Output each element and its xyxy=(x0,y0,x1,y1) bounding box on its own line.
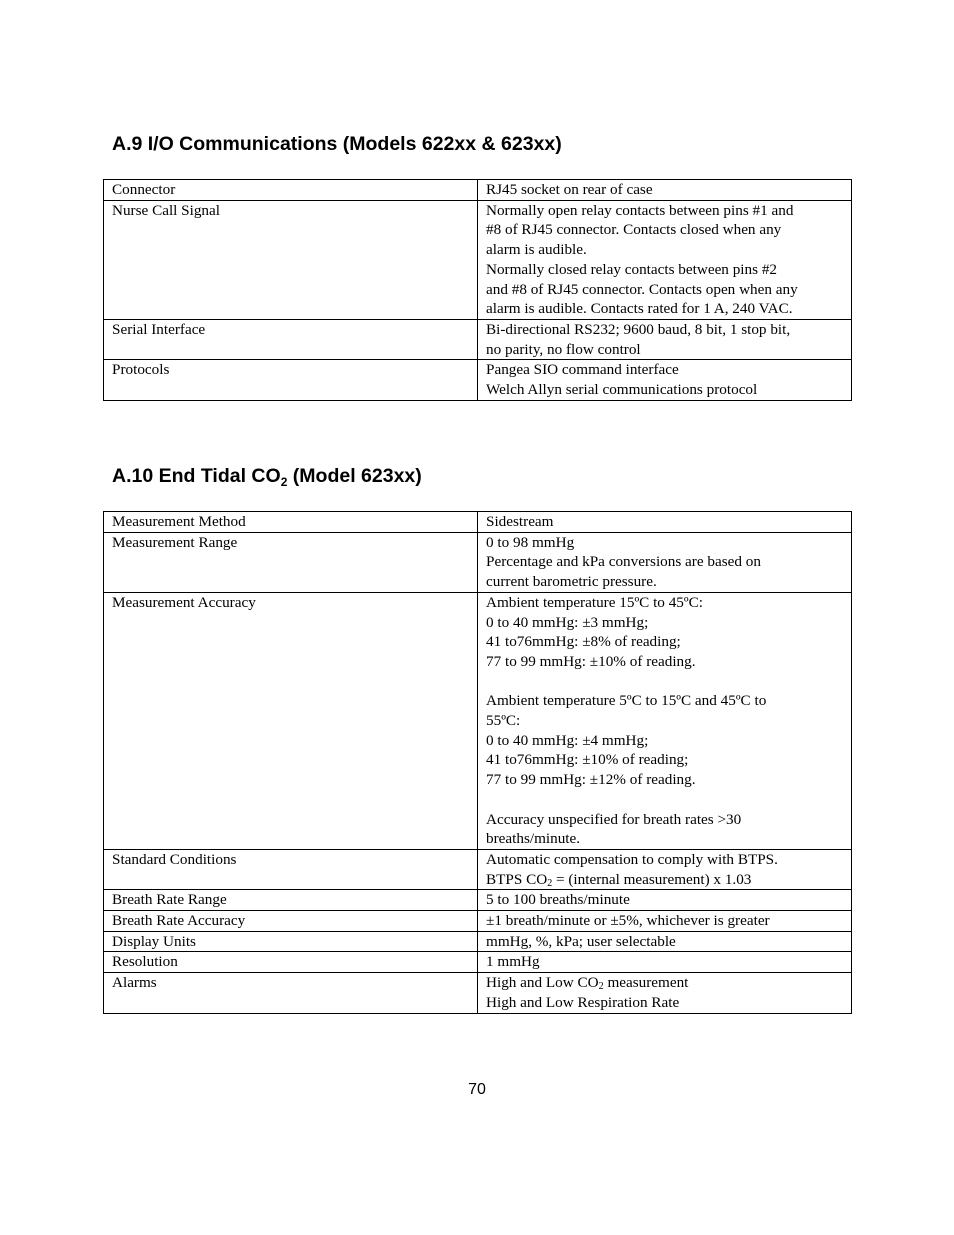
io-communications-table xyxy=(103,179,852,401)
row-label: Alarms xyxy=(104,973,478,1013)
row-value: Ambient temperature 15ºC to 45ºC: 0 to 40 mmHg: ±3 mmHg; 41 to76mmHg: ±8% of reading; 77 to 99 mmHg: ±10% of reading. Ambient temperature 5ºC to 15ºC and 45ºC to 55ºC: 0 to 40 mmHg: ±4 mmHg; 41 to76mmHg: ±10% of reading; 77 to 99 mmHg: ±12% of reading. Accuracy unspecified for breath rates >30 breaths/minute. xyxy=(478,592,852,849)
row-label: Display Units xyxy=(104,931,478,952)
row-value: Automatic compensation to comply with BTPS. BTPS $CO_2$ = (internal measurement) x 1.03 xyxy=(478,849,852,889)
table-row xyxy=(104,200,852,319)
table-row xyxy=(104,849,852,889)
table-row xyxy=(104,911,852,932)
row-value: ±1 breath/minute or ±5%, whichever is greater xyxy=(478,911,852,932)
table-row xyxy=(104,512,852,533)
section-a10-heading: A.10 End Tidal $CO_2$ (Model 623xx) xyxy=(112,465,422,489)
row-value: 0 to 98 mmHg Percentage and kPa conversions are based on current barometric pressure. xyxy=(478,532,852,592)
row-value: Pangea SIO command interface Welch Allyn serial communications protocol xyxy=(478,360,852,400)
table-row xyxy=(104,931,852,952)
row-label: Standard Conditions xyxy=(104,849,478,889)
end-tidal-co2-table xyxy=(103,511,852,1014)
table-row xyxy=(104,532,852,592)
section-a9-heading: A.9 I/O Communications (Models 622xx & 623xx) xyxy=(112,133,562,155)
table-row xyxy=(104,952,852,973)
page-number: 70 xyxy=(468,1081,486,1098)
row-label: Measurement Method xyxy=(104,512,478,533)
row-label: Connector xyxy=(104,180,478,201)
row-value: Sidestream xyxy=(478,512,852,533)
row-label: Measurement Range xyxy=(104,532,478,592)
table-row xyxy=(104,360,852,400)
row-value: mmHg, %, kPa; user selectable xyxy=(478,931,852,952)
table-row xyxy=(104,890,852,911)
row-value: 5 to 100 breaths/minute xyxy=(478,890,852,911)
row-label: Nurse Call Signal xyxy=(104,200,478,319)
row-value: High and Low $CO_2$ measurement High and Low Respiration Rate xyxy=(478,973,852,1013)
table-row xyxy=(104,592,852,849)
row-label: Resolution xyxy=(104,952,478,973)
row-value: 1 mmHg xyxy=(478,952,852,973)
row-label: Measurement Accuracy xyxy=(104,592,478,849)
row-label: Protocols xyxy=(104,360,478,400)
row-label: Serial Interface xyxy=(104,319,478,359)
row-value: RJ45 socket on rear of case xyxy=(478,180,852,201)
row-value: Normally open relay contacts between pins #1 and #8 of RJ45 connector. Contacts closed when any alarm is audible. Normally closed relay contacts between pins #2 and #8 of RJ45 connector. Contacts open when any alarm is audible. Contacts rated for 1 A, 240 VAC. xyxy=(478,200,852,319)
table-row xyxy=(104,180,852,201)
row-value: Bi-directional RS232; 9600 baud, 8 bit, 1 stop bit, no parity, no flow control xyxy=(478,319,852,359)
row-label: Breath Rate Range xyxy=(104,890,478,911)
table-row xyxy=(104,973,852,1013)
row-label: Breath Rate Accuracy xyxy=(104,911,478,932)
table-row xyxy=(104,319,852,359)
